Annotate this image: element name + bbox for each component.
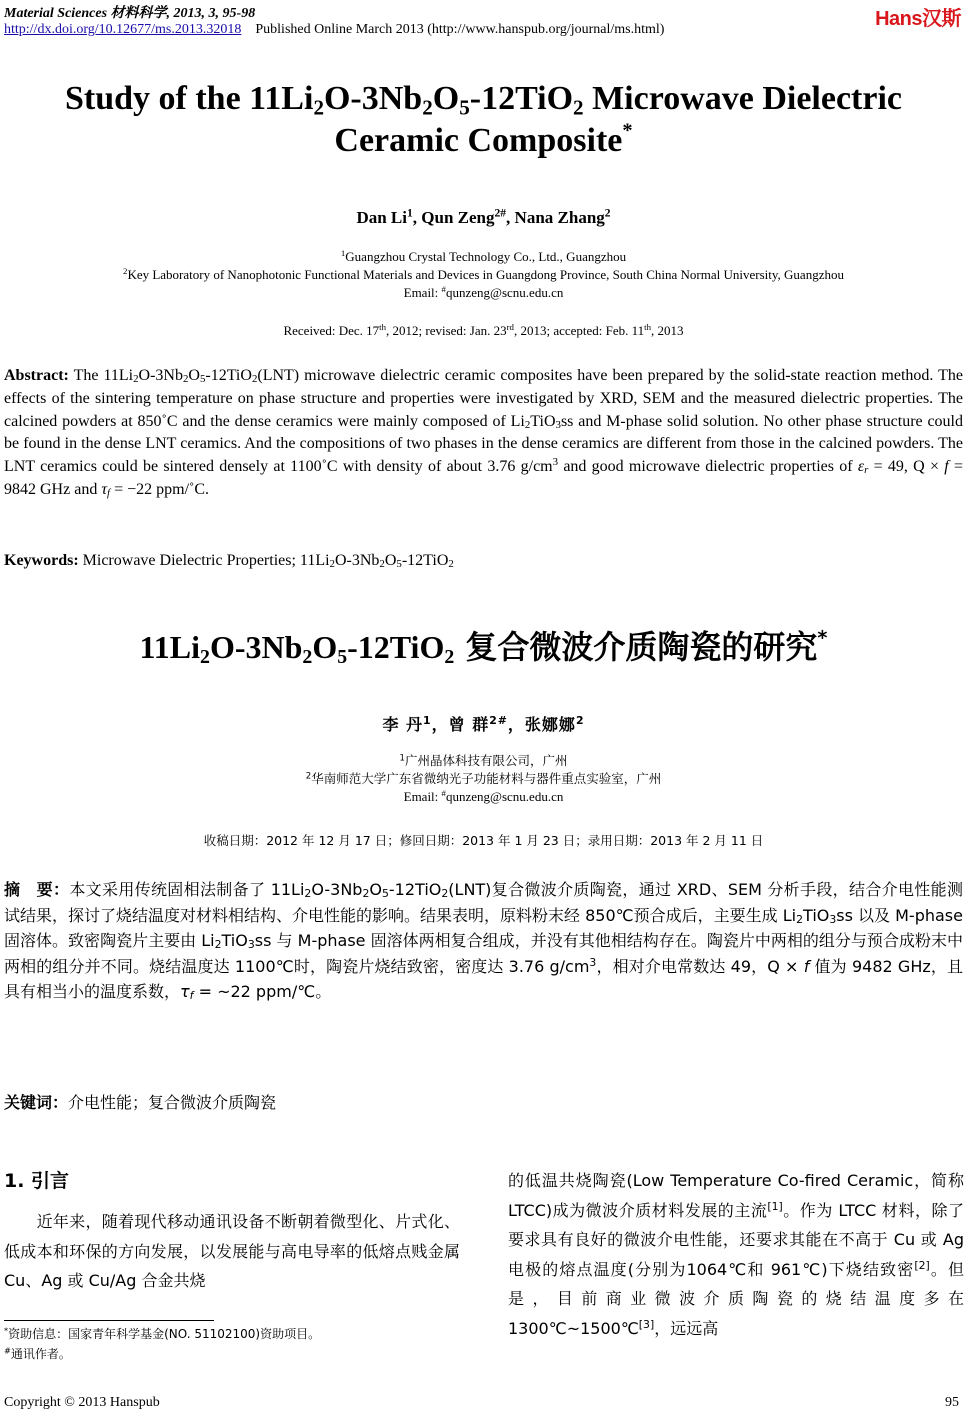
english-authors: Dan Li$^1$, Qun Zeng$^{2\#}$, Nana Zhang$^2$: [356, 206, 611, 227]
cn-abstract-label: 摘 要：: [4, 880, 70, 899]
email-line: Email: #qunzeng@scnu.edu.cn: [403, 284, 564, 300]
email-address[interactable]: qunzeng@scnu.edu.cn: [445, 285, 564, 300]
chinese-abstract: 摘 要：本文采用传统固相法制备了 $11Li_2O-3Nb_2O_5-12TiO_2(LNT)$复合微波介质陶瓷，通过 XRD、SEM 分析手段，结合介电性能测试结果，探讨了烧结温度对材料相结构、介电性能的影响。结果表明，原料粉末经 850℃预合成后，主要生成 $Li_2TiO_3ss$ 以及 M-phase 固溶体。致密陶瓷片主要由 $Li_2TiO_3ss$ 与 M-phase 固溶体两相复合组成，并没有其他相结构存在。陶瓷片中两相的组分与预合成粉末中两相的组分并不同。烧结温度达 1100℃时，陶瓷片烧结致密，密度达 3.76 $g/cm^3$，相对介电常数达 49，Q × f 值为 9482 GHz，且具有相当小的温度系数，$\tau_f$ = ~22 ppm/℃。: [4, 880, 963, 1003]
published-online: Published Online March 2013 (http://www.hanspub.org/journal/ms.html): [255, 22, 665, 37]
intro-left-column: 近年来，随着现代移动通讯设备不断朝着微型化、片式化、低成本和环保的方向发展，以发展能与高电导率的低熔点贱金属 Cu、Ag 或 Cu/Ag 合金共烧: [4, 1212, 460, 1290]
footnote-divider: [4, 1320, 214, 1321]
chinese-dates: 收稿日期：2012 年 12 月 17 日；修回日期：2013 年 1 月 23 日；录用日期：2013 年 2 月 11 日: [203, 833, 764, 848]
cn-email-address[interactable]: qunzeng@scnu.edu.cn: [445, 789, 564, 804]
chinese-keywords: 关键词：介电性能；复合微波介质陶瓷: [4, 1093, 277, 1112]
citation-2[interactable]: [2]: [914, 1258, 930, 1272]
intro-right-column: 的低温共烧陶瓷(Low Temperature Co-fired Ceramic，简称 LTCC)成为微波介质材料发展的主流[1]。作为 LTCC 材料，除了要求具有良好的微波介电性能，还要求其能在不高于 Cu 或 Ag 电极的熔点温度(分别为1064℃和 961℃)下烧结致密[2]。但是，目前商业微波介质陶瓷的烧结温度多在 1300℃~1500℃[3]，远远高: [508, 1171, 964, 1338]
hanspub-logo: Hans汉斯: [875, 8, 961, 30]
affiliation-1: $^1$Guangzhou Crystal Technology Co., Ltd., Guangzhou: [340, 248, 627, 264]
english-dates: Received: Dec. 17th, 2012; revised: Jan. 23rd, 2013; accepted: Feb. 11th, 2013: [283, 322, 684, 338]
chinese-affiliations: [0, 752, 967, 806]
affiliation-2: $^2$Key Laboratory of Nanophotonic Functional Materials and Devices in Guangdong Province, South China Normal University, Guangzhou: [123, 266, 844, 282]
copyright: Copyright © 2013 Hanspub: [4, 1395, 160, 1410]
english-affiliations: [0, 248, 967, 302]
english-abstract: Abstract: The $11Li_2O-3Nb_2O_5-12TiO_2(LNT)$ microwave dielectric ceramic composites have been prepared by the solid-state reaction method. The effects of the sintering temperature on phase structure and properties were investigated by XRD, SEM and the measured dielectric properties. The calcined powders at 850˚C and the dense ceramics were mainly composed of $Li_2TiO_3ss$ and M-phase solid solution. No other phase structure could be found in the dense LNT ceramics. And the compositions of two phases in the dense ceramics are different from those in the calcined powders. The LNT ceramics could be sintered densely at 1100˚C with density of about 3.76 $g/cm^3$ and good microwave dielectric properties of $\varepsilon_r = 49$, Q × f = 9842 GHz and $\tau_f = -22$ ppm/˚C.: [4, 367, 964, 500]
cn-keywords-label: 关键词：: [4, 1093, 69, 1112]
journal-citation: Material Sciences 材料科学, 2013, 3, 95-98: [4, 6, 256, 21]
english-keywords: Keywords: Microwave Dielectric Properties; $11Li_2O-3Nb_2O_5-12TiO_2$: [4, 552, 454, 571]
doi-line: [4, 22, 664, 38]
cn-email-line: Email: #qunzeng@scnu.edu.cn: [403, 788, 564, 804]
abstract-label: Abstract:: [4, 367, 69, 384]
citation-3[interactable]: [3]: [638, 1317, 655, 1331]
cn-affiliation-1: $^1$广州晶体科技有限公司，广州: [399, 753, 568, 768]
keywords-label: Keywords:: [4, 552, 79, 569]
citation-1[interactable]: [1]: [767, 1199, 783, 1213]
section-heading-introduction: 1. 引言: [4, 1170, 70, 1192]
footnote-funding: *资助信息：国家青年科学基金(NO. 51102100)资助项目。: [4, 1325, 321, 1341]
page-number: 95: [945, 1395, 959, 1410]
cn-affiliation-2: $^2$华南师范大学广东省微纳光子功能材料与器件重点实验室，广州: [305, 771, 662, 786]
chinese-title: $11Li_2O-3Nb_2O_5-12TiO_2$ 复合微波介质陶瓷的研究*: [139, 626, 828, 668]
footnote-corresponding: #通讯作者。: [4, 1345, 71, 1361]
chinese-authors: 李 丹$^1$，曾 群$^{2\#}$，张娜娜$^2$: [382, 714, 585, 734]
doi-link[interactable]: http://dx.doi.org/10.12677/ms.2013.32018: [4, 22, 242, 37]
english-title: Study of the $11Li_2O-3Nb_2O_5-12TiO_2$ Microwave Dielectric Ceramic Composite*: [64, 80, 903, 159]
